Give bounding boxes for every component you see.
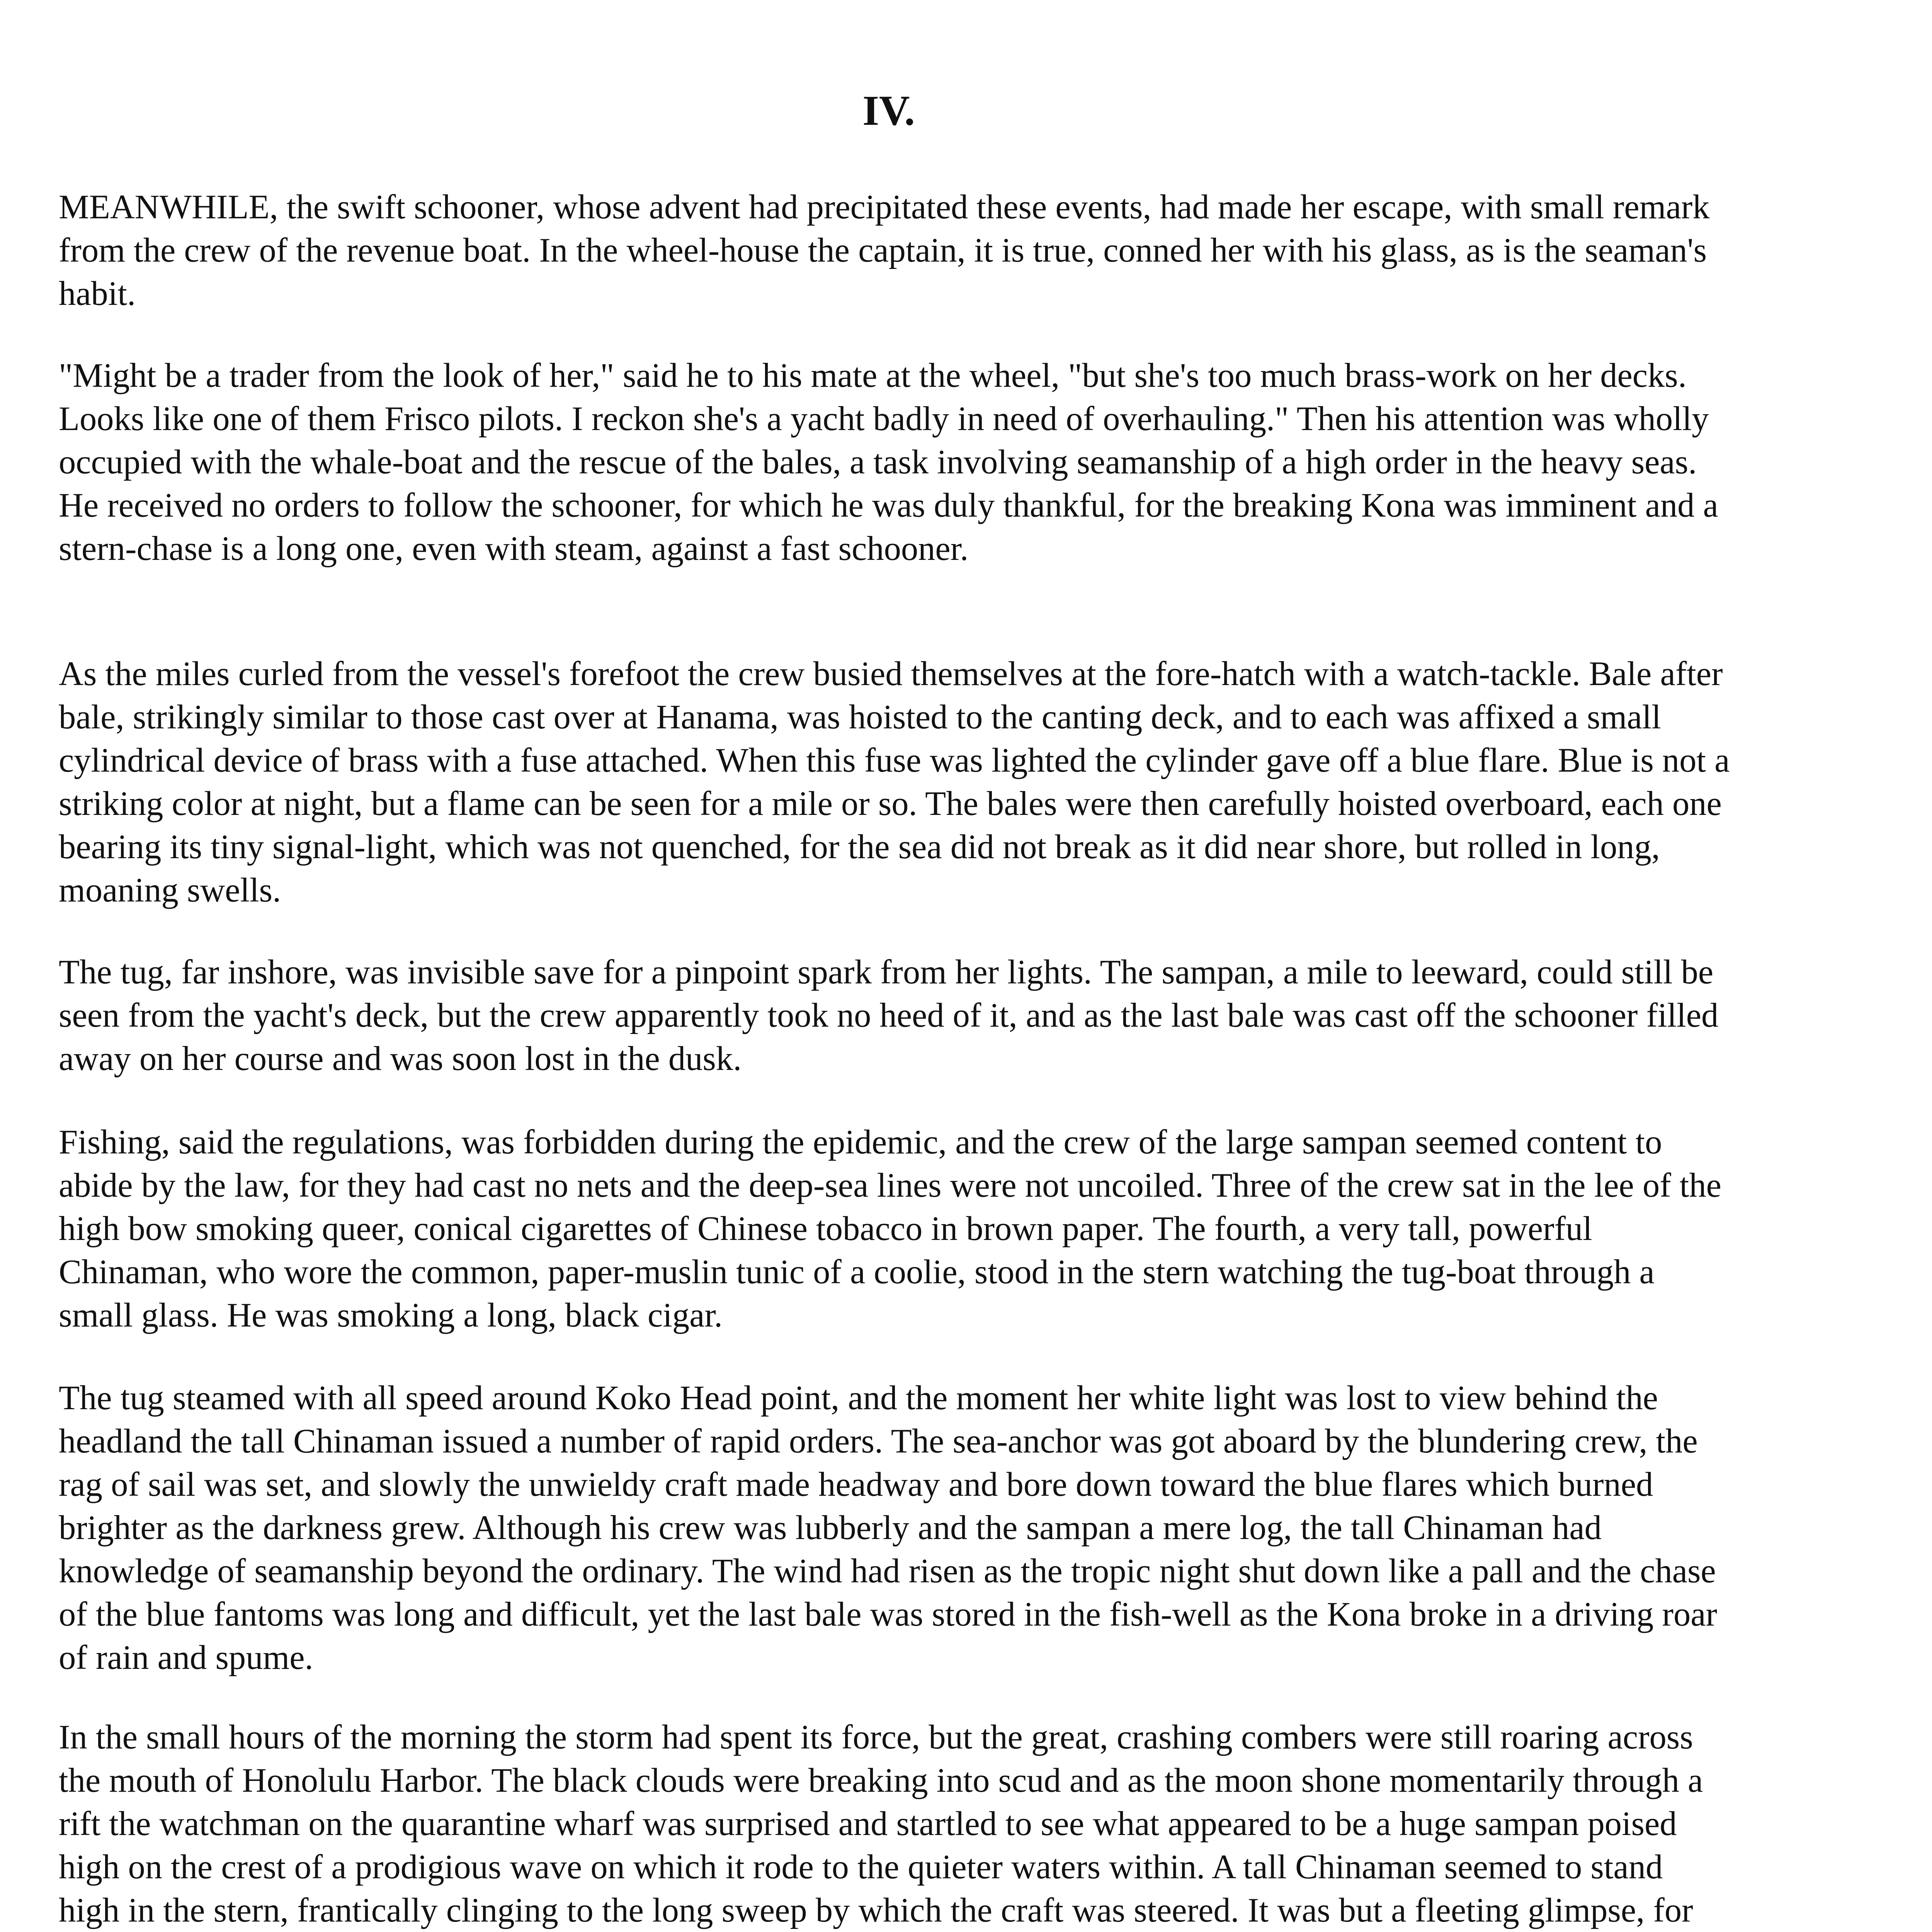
chapter-iv-heading: IV. <box>862 87 915 134</box>
chapter-iv-paragraph-4: The tug, far inshore, was invisible save for a pinpoint spark from her lights. The sampan, a mile to leeward, could still be seen from the yacht's deck, but the crew apparently took no heed of it, and as the last bale was cast off the schooner filled away on her course and was soon lost in the dusk. <box>59 953 1719 1078</box>
chapter-iv-paragraph-3: As the miles curled from the vessel's forefoot the crew busied themselves at the fore-hatch with a watch-tackle. Bale after bale, strikingly similar to those cast over at Hanama, was hoisted to the canting deck, and to each was affixed a small cylindrical device of brass with a fuse attached. When this fuse was lighted the cylinder gave off a blue flare. Blue is not a striking color at night, but a flame can be seen for a mile or so. The bales were then carefully hoisted overboard, each one bearing its tiny signal-light, which was not quenched, for the sea did not break as it did near shore, but rolled in long, moaning swells. <box>59 655 1730 909</box>
chapter-iv-paragraph-6: The tug steamed with all speed around Koko Head point, and the moment her white light was lost to view behind the headland the tall Chinaman issued a number of rapid orders. The sea-anchor was got aboard by the blundering crew, the rag of sail was set, and slowly the unwieldy craft made headway and bore down toward the blue flares which burned brighter as the darkness grew. Although his crew was lubberly and the sampan a mere log, the tall Chinaman had knowledge of seamanship beyond the ordinary. The wind had risen as the tropic night shut down like a pall and the chase of the blue fantoms was long and difficult, yet the last bale was stored in the fish-well as the Kona broke in a driving roar of rain and spume. <box>59 1379 1717 1677</box>
chapter-iv-paragraph-1: MEANWHILE, the swift schooner, whose advent had precipitated these events, had made her escape, with small remark from the crew of the revenue boat. In the wheel-house the captain, it is true, conned her with his glass, as is the seaman's habit. <box>59 188 1710 313</box>
chapter-iv-paragraph-5: Fishing, said the regulations, was forbidden during the epidemic, and the crew of the large sampan seemed content to abide by the law, for they had cast no nets and the deep-sea lines were not uncoiled. Three of the crew sat in the lee of the high bow smoking queer, conical cigarettes of Chinese tobacco in brown paper. The fourth, a very tall, powerful Chinaman, who wore the common, paper-muslin tunic of a coolie, stood in the stern watching the tug-boat through a small glass. He was smoking a long, black cigar. <box>59 1123 1721 1334</box>
chapter-iv-paragraph-7: In the small hours of the morning the storm had spent its force, but the great, crashing combers were still roaring across the mouth of Honolulu Harbor. The black clouds were breaking into scud and as the moon shone momentarily through a rift the watchman on the quarantine wharf was surprised and startled to see what appeared to be a huge sampan poised high on the crest of a prodigious wave on which it rode to the quieter waters within. A tall Chinaman seemed to stand high in the stern, frantically clinging to the long sweep by which the craft was steered. It was but a fleeting glimpse, for <box>59 1718 1703 1929</box>
chapter-iv-paragraph-2: "Might be a trader from the look of her," said he to his mate at the wheel, "but she's too much brass-work on her decks. Looks like one of them Frisco pilots. I reckon she's a yacht badly in need of overhauling." Then his attention was wholly occupied with the whale-boat and the rescue of the bales, a task involving seamanship of a high order in the heavy seas. He received no orders to follow the schooner, for which he was duly thankful, for the breaking Kona was imminent and a stern-chase is a long one, even with steam, against a fast schooner. <box>59 357 1718 568</box>
